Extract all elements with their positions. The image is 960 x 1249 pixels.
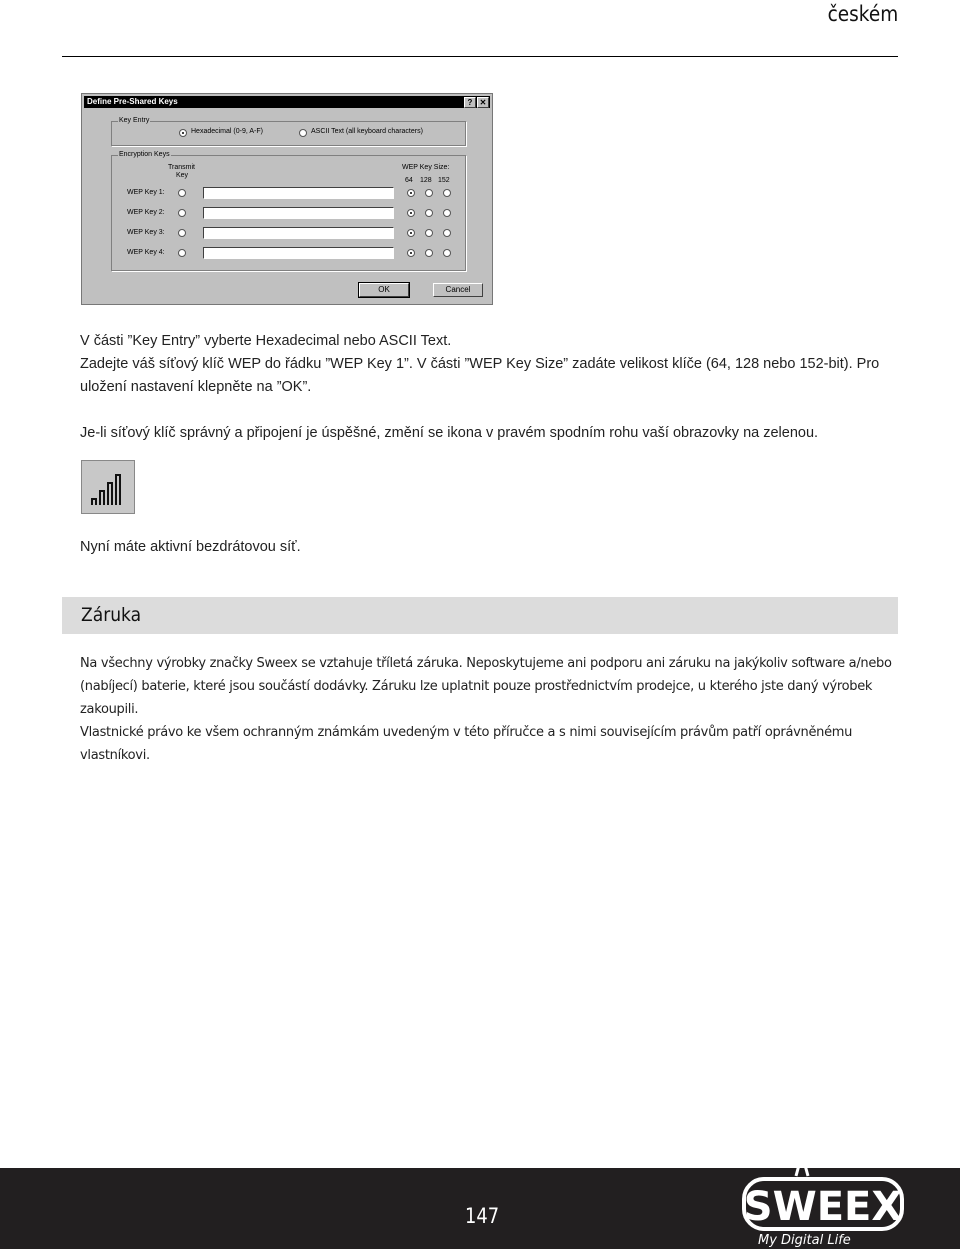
key3-size-64-radio[interactable] — [407, 229, 415, 237]
key4-size-64-radio[interactable] — [407, 249, 415, 257]
key1-size-64-radio[interactable] — [407, 189, 415, 197]
key-entry-group — [111, 117, 466, 146]
sweex-logo — [738, 1146, 910, 1249]
svg-text:SWEEX: SWEEX — [743, 1184, 903, 1230]
wep-key-4-label: WEP Key 4: — [127, 249, 165, 256]
key4-size-152-radio[interactable] — [443, 249, 451, 257]
key2-size-152-radio[interactable] — [443, 209, 451, 217]
size-64-label: 64 — [405, 177, 413, 184]
warranty-title: Záruka — [81, 604, 142, 626]
help-button[interactable]: ? — [464, 97, 476, 108]
key1-size-128-radio[interactable] — [425, 189, 433, 197]
active-network-text: Nyní máte aktivní bezdrátovou síť. — [80, 539, 301, 555]
wep-key-1-input[interactable] — [203, 187, 394, 199]
wep-key-3-input[interactable] — [203, 227, 394, 239]
ascii-option-label: ASCII Text (all keyboard characters) — [311, 128, 423, 135]
hex-radio[interactable] — [179, 129, 187, 137]
transmit-label: Transmit — [168, 164, 195, 171]
wep-key-2-label: WEP Key 2: — [127, 209, 165, 216]
page-number: 147 — [465, 1204, 500, 1228]
svg-text:My Digital Life: My Digital Life — [758, 1233, 851, 1248]
wep-key-3-label: WEP Key 3: — [127, 229, 165, 236]
pre-shared-keys-dialog — [81, 93, 493, 305]
close-button[interactable]: ✕ — [477, 97, 489, 108]
key2-size-128-radio[interactable] — [425, 209, 433, 217]
instructions-paragraph — [80, 330, 900, 399]
transmit-key-4-radio[interactable] — [178, 249, 186, 257]
encryption-keys-label: Encryption Keys — [119, 151, 170, 158]
key3-size-128-radio[interactable] — [425, 229, 433, 237]
instruction-line-1: V části ”Key Entry” vyberte Hexadecimal nebo ASCII Text. — [80, 333, 452, 349]
dialog-titlebar — [84, 96, 490, 108]
warranty-section-header — [62, 597, 898, 634]
key4-size-128-radio[interactable] — [425, 249, 433, 257]
wep-key-4-input[interactable] — [203, 247, 394, 259]
key2-size-64-radio[interactable] — [407, 209, 415, 217]
instruction-line-2: Zadejte váš síťový klíč WEP do řádku ”WEP Key 1”. V části ”WEP Key Size” zadáte velikost klíče (64, 128 nebo 152-bit). Pro uložení nastavení klepněte na ”OK”. — [80, 356, 880, 395]
size-152-label: 152 — [438, 177, 450, 184]
transmit-key-2-radio[interactable] — [178, 209, 186, 217]
ok-button[interactable]: OK — [359, 283, 409, 297]
page-footer — [0, 1168, 960, 1249]
dialog-title: Define Pre-Shared Keys — [87, 97, 178, 106]
page-header-title: českém — [827, 2, 898, 26]
trademark-paragraph: Vlastnické právo ke všem ochranným známkám uvedeným v této příručce a s nimi souvisejícím právům patří oprávněnému vlastníkovi. — [80, 725, 853, 763]
warranty-paragraph: Na všechny výrobky značky Sweex se vztahuje tříletá záruka. Neposkytujeme ani podporu ani záruku na jakýkoliv software a/nebo (nabíjecí) baterie, které jsou součástí dodávky. Záruku lze uplatnit pouze prostřednictvím prodejce, u kterého jste daný výrobek zakoupili. — [80, 656, 892, 717]
header-rule — [62, 56, 898, 57]
hex-option-label: Hexadecimal (0-9, A-F) — [191, 128, 263, 135]
transmit-key-3-radio[interactable] — [178, 229, 186, 237]
key-entry-label: Key Entry — [119, 117, 150, 124]
key1-size-152-radio[interactable] — [443, 189, 451, 197]
wep-key-2-input[interactable] — [203, 207, 394, 219]
wep-key-1-label: WEP Key 1: — [127, 189, 165, 196]
ascii-radio[interactable] — [299, 129, 307, 137]
transmit-key-1-radio[interactable] — [178, 189, 186, 197]
cancel-button[interactable]: Cancel — [433, 283, 483, 297]
wep-key-size-label: WEP Key Size: — [402, 164, 450, 171]
transmit-label-key: Key — [176, 172, 189, 179]
status-paragraph: Je-li síťový klíč správný a připojení je úspěšné, změní se ikona v pravém spodním rohu vaší obrazovky na zelenou. — [80, 425, 819, 441]
signal-strength-icon — [81, 460, 135, 514]
key3-size-152-radio[interactable] — [443, 229, 451, 237]
size-128-label: 128 — [420, 177, 432, 184]
